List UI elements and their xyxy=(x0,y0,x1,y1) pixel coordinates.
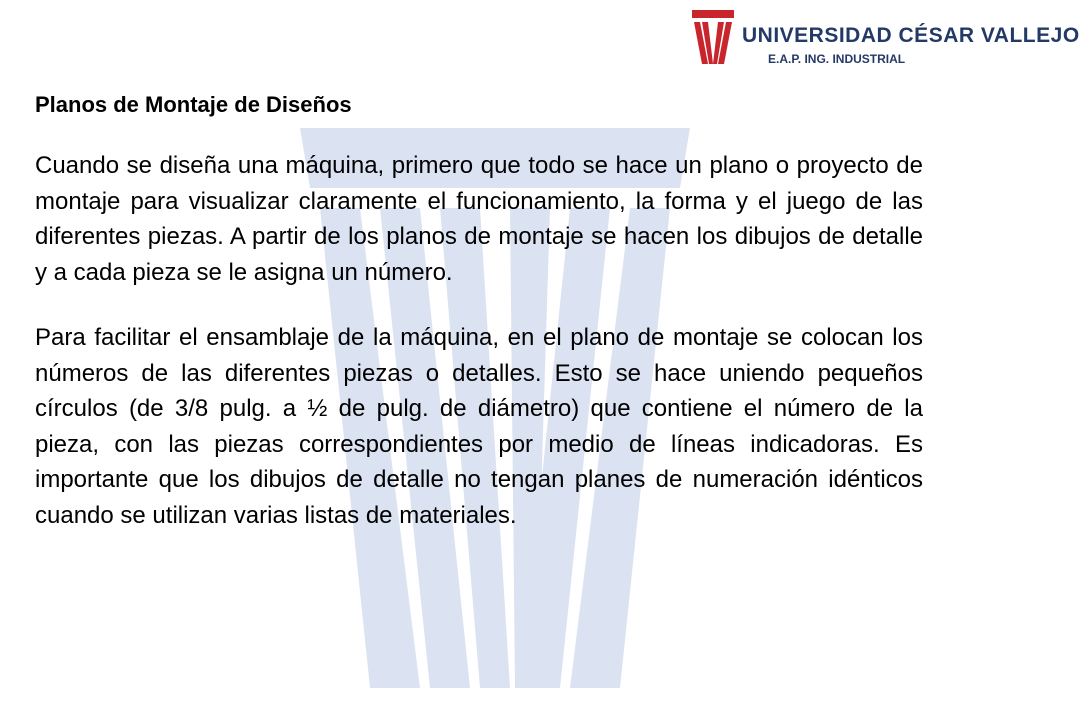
university-name: UNIVERSIDAD CÉSAR VALLEJO xyxy=(742,24,1080,47)
department-name: E.A.P. ING. INDUSTRIAL xyxy=(768,52,906,66)
slide-content xyxy=(35,88,923,533)
slide-title: Planos de Montaje de Diseños xyxy=(35,92,352,117)
paragraph-1: Cuando se diseña una máquina, primero que todo se hace un plano o proyecto de montaje para visualizar claramente el funcionamiento, la forma y el juego de las diferentes piezas. A partir de los planos de montaje se hacen los dibujos de detalle y a cada pieza se le asigna un número. xyxy=(35,152,923,286)
paragraph-2: Para facilitar el ensamblaje de la máquina, en el plano de montaje se colocan los números de las diferentes piezas o detalles. Esto se hace uniendo pequeños círculos (de 3/8 pulg. a ½ de pulg. de diámetro) que contiene el número de la pieza, con las piezas correspondientes por medio de líneas indicadoras. Es importante que los dibujos de detalle no tengan planes de numeración idénticos cuando se utilizan varias listas de materiales. xyxy=(35,324,923,529)
shield-logo-icon xyxy=(690,6,736,66)
university-logo xyxy=(690,6,1080,70)
